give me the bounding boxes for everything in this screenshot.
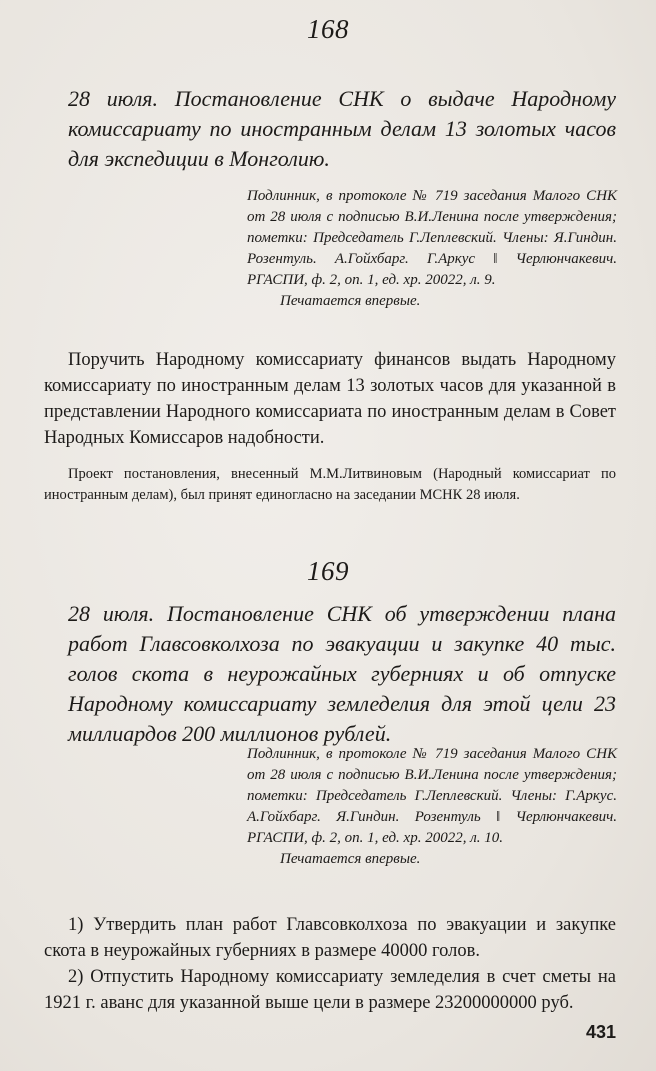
page-number: 431	[585, 1022, 616, 1042]
document-title: 28 июля. Постановление СНК об утверждении плана работ Главсовколхоза по эвакуации и закупке 40 тыс. голов скота в неурожайных губерниях и об отпуске Народному комиссариату земледелия для этой цели 23 миллиардов 200 миллионов рублей.	[68, 601, 616, 746]
body-paragraph: 1) Утвердить план работ Главсовколхоза по эвакуации и закупке скота в неурожайных губерниях в размере 40000 голов.	[44, 915, 616, 961]
document-number: 169	[307, 556, 349, 586]
document-title: 28 июля. Постановление СНК о выдаче Народному комиссариату по иностранным делам 13 золотых часов для экспедиции в Монголию.	[68, 86, 616, 171]
body-paragraph: Поручить Народному комиссариату финансов выдать Народному комиссариату по иностранным делам 13 золотых часов для указанной в представлении Народного комиссариата по иностранным делам в Совет Народных Комиссаров надобности.	[44, 350, 616, 448]
body-paragraph: 2) Отпустить Народному комиссариату земледелия в счет сметы на 1921 г. аванс для указанной выше цели в размере 23200000000 руб.	[44, 967, 616, 1013]
archive-reference: РГАСПИ, ф. 2, оп. 1, ед. хр. 20022, л. 10.	[247, 830, 503, 846]
source-note	[247, 744, 617, 870]
source-note	[247, 186, 617, 312]
document-body	[44, 912, 616, 1016]
document-number: 168	[307, 14, 349, 44]
source-text: Подлинник, в протоколе № 719 заседания Малого СНК от 28 июля с подписью В.И.Ленина после утверждения; пометки: Председатель Г.Леплевский. Члены: Г.Аркус. А.Гойхбарг. Я.Гиндин. Розентуль ‖ Черлюнчакевич.	[247, 746, 617, 825]
note-paragraph: Проект постановления, внесенный М.М.Литвиновым (Народный комиссариат по иностранным делам), был принят единогласно на заседании МСНК 28 июля.	[44, 466, 616, 503]
printed-first-note: Печатается впервые.	[280, 293, 421, 309]
archive-reference: РГАСПИ, ф. 2, оп. 1, ед. хр. 20022, л. 9.	[247, 272, 496, 288]
editorial-note	[44, 464, 616, 506]
source-text: Подлинник, в протоколе № 719 заседания Малого СНК от 28 июля с подписью В.И.Ленина после утверждения; пометки: Председатель Г.Леплевский. Члены: Я.Гиндин. Розентуль. А.Гойхбарг. Г.Аркус ‖ Черлюнчакевич.	[247, 188, 617, 267]
document-body	[44, 347, 616, 451]
printed-first-note: Печатается впервые.	[280, 851, 421, 867]
